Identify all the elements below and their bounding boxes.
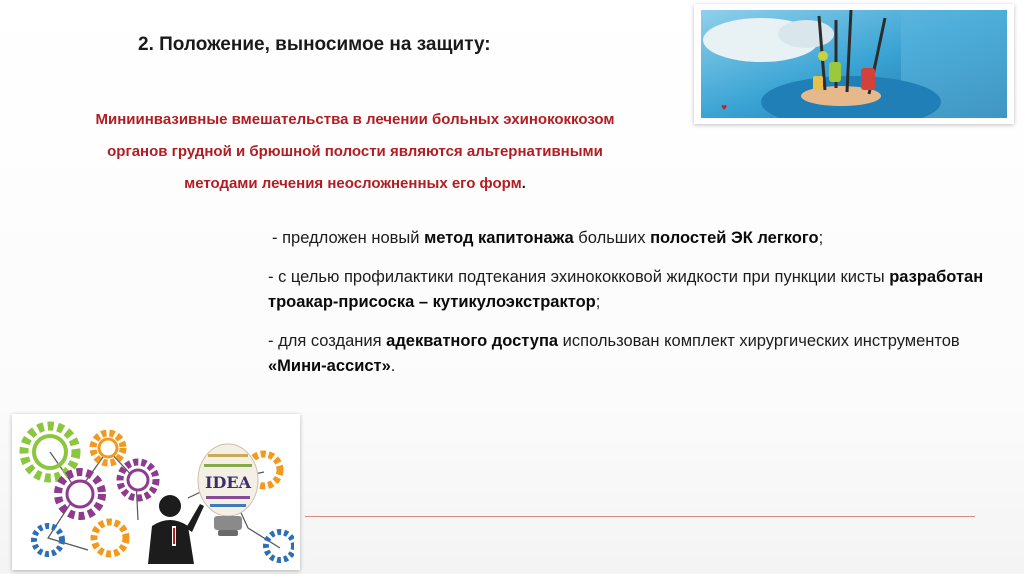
thesis-period: . xyxy=(521,175,526,192)
bullet-3-bold-1: адекватного доступа xyxy=(386,332,559,350)
bullet-2-text-2: ; xyxy=(595,293,601,311)
thesis-line-2: органов грудной и брюшной полости являются альтернативными xyxy=(107,143,603,160)
bullet-3-text-3: . xyxy=(390,357,396,375)
bullet-2-text: - с целью профилактики подтекания эхинококковой жидкости при пункции кисты xyxy=(268,268,890,286)
bullet-list xyxy=(268,226,988,393)
bullet-item-1 xyxy=(268,226,988,251)
bullet-3-bold-2: «Мини-ассист» xyxy=(268,357,391,375)
thesis-line-3-text: методами лечения неосложненных его форм xyxy=(184,175,522,192)
surgery-photo xyxy=(694,4,1014,124)
divider-line xyxy=(305,516,975,517)
idea-gears-image xyxy=(18,420,294,564)
svg-text:♥: ♥ xyxy=(721,104,728,112)
thesis-line-1: Миниинвазивные вмешательства в лечении больных эхинококкозом xyxy=(95,111,615,128)
slide-title: 2. Положение, выносимое на защиту: xyxy=(138,34,491,55)
idea-illustration xyxy=(12,414,300,570)
surgery-photo-image xyxy=(701,10,1007,118)
bullet-3-text: - для создания xyxy=(268,332,387,350)
thesis-line-3 xyxy=(20,168,690,200)
bullet-1-bold-1: метод капитонажа xyxy=(424,229,574,247)
bullet-1-text-3: ; xyxy=(818,229,824,247)
bullet-2-bold-1: разработан троакар-присоска – кутикулоэкстрактор xyxy=(268,268,984,311)
bullet-1-text-2: больших xyxy=(573,229,651,247)
bullet-item-3 xyxy=(268,329,988,379)
bullet-1-bold-2: полостей ЭК легкого xyxy=(650,229,819,247)
bullet-1-text: - предложен новый xyxy=(272,229,425,247)
idea-word: IDEA xyxy=(205,473,251,492)
gear-icon xyxy=(93,433,123,463)
bullet-item-2 xyxy=(268,265,988,315)
bullet-3-text-2: использован комплект хирургических инструментов xyxy=(558,332,960,350)
thesis-statement xyxy=(20,104,690,200)
